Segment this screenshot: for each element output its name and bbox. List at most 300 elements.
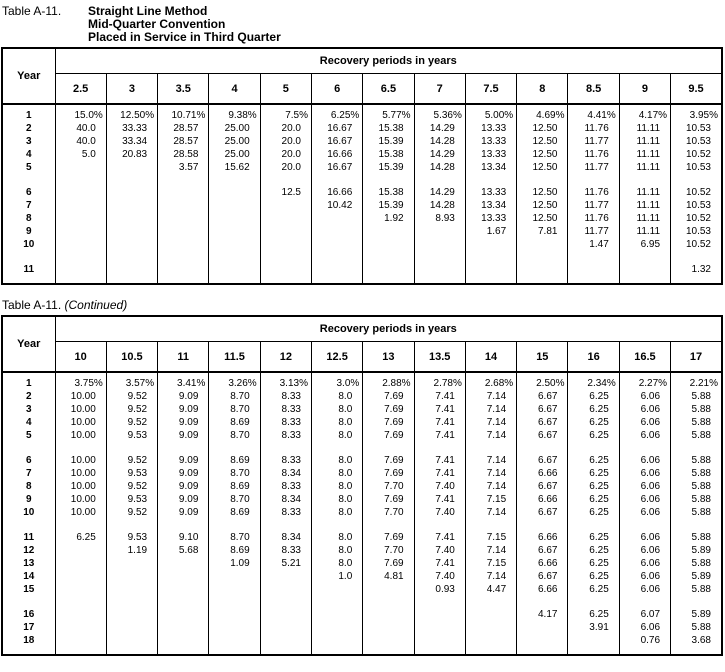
value-cell: 7.14: [465, 506, 516, 519]
value-cell: 10.00: [55, 467, 106, 480]
value-cell: 10.52: [671, 212, 722, 225]
value-cell: 8.0: [311, 557, 362, 570]
spacer-cell: [671, 251, 722, 263]
value-cell: 6.25: [568, 467, 619, 480]
recovery-period-header: 10: [55, 342, 106, 373]
value-cell: [517, 263, 568, 276]
value-cell: 7.69: [363, 454, 414, 467]
value-cell: 7.41: [414, 454, 465, 467]
value-cell: 7.40: [414, 544, 465, 557]
value-cell: 8.0: [311, 531, 362, 544]
recovery-period-header: 6.5: [363, 74, 414, 105]
value-cell: 8.0: [311, 544, 362, 557]
table-row: [2, 544, 722, 557]
value-cell: [158, 570, 209, 583]
value-cell: [260, 570, 311, 583]
value-cell: 3.41%: [158, 377, 209, 390]
spacer-cell: [158, 647, 209, 655]
table-row: [2, 416, 722, 429]
table-row: [2, 225, 722, 238]
value-cell: [619, 263, 670, 276]
value-cell: [55, 608, 106, 621]
value-cell: 7.41: [414, 390, 465, 403]
table2-title-continued: (Continued): [64, 298, 128, 312]
value-cell: 7.14: [465, 454, 516, 467]
value-cell: [209, 263, 260, 276]
value-cell: 6.25: [568, 608, 619, 621]
value-cell: [311, 238, 362, 251]
value-cell: [311, 225, 362, 238]
spacer-cell: [363, 251, 414, 263]
value-cell: 6.06: [619, 621, 670, 634]
year-cell: 1: [2, 109, 55, 122]
spacer-cell: [55, 442, 106, 454]
value-cell: 7.70: [363, 506, 414, 519]
spacer-row: [2, 442, 722, 454]
value-cell: 7.5%: [260, 109, 311, 122]
value-cell: 8.34: [260, 467, 311, 480]
value-cell: 7.69: [363, 390, 414, 403]
spacer-cell: [158, 251, 209, 263]
value-cell: 12.50: [517, 212, 568, 225]
spacer-cell: [517, 442, 568, 454]
value-cell: 12.50: [517, 122, 568, 135]
value-cell: 28.58: [158, 148, 209, 161]
table-row: [2, 493, 722, 506]
value-cell: [414, 225, 465, 238]
value-cell: 1.19: [106, 544, 157, 557]
year-cell: 3: [2, 135, 55, 148]
year-cell: 3: [2, 403, 55, 416]
value-cell: 8.33: [260, 506, 311, 519]
spacer-cell: [260, 442, 311, 454]
recovery-period-header: 3: [106, 74, 157, 105]
year-cell: 12: [2, 544, 55, 557]
value-cell: 11.11: [619, 161, 670, 174]
spacer-cell: [106, 442, 157, 454]
value-cell: 14.29: [414, 148, 465, 161]
recovery-period-header: 7.5: [465, 74, 516, 105]
spacer-cell: [619, 276, 670, 284]
value-cell: 11.11: [619, 212, 670, 225]
spacer-cell: [517, 276, 568, 284]
value-cell: 25.00: [209, 135, 260, 148]
spacer-cell: [363, 647, 414, 655]
value-cell: [260, 238, 311, 251]
value-cell: 7.14: [465, 467, 516, 480]
spacer-row: [2, 251, 722, 263]
value-cell: 7.41: [414, 531, 465, 544]
value-cell: 9.52: [106, 390, 157, 403]
value-cell: 6.06: [619, 531, 670, 544]
value-cell: 6.06: [619, 390, 670, 403]
value-cell: 1.47: [568, 238, 619, 251]
value-cell: [106, 557, 157, 570]
value-cell: 9.52: [106, 506, 157, 519]
value-cell: 12.50: [517, 148, 568, 161]
table-row: [2, 135, 722, 148]
value-cell: 6.25: [55, 531, 106, 544]
spacer-cell: [517, 174, 568, 186]
recovery-period-header: 5: [260, 74, 311, 105]
value-cell: 6.67: [517, 454, 568, 467]
value-cell: [517, 634, 568, 647]
table-row: [2, 506, 722, 519]
value-cell: [414, 238, 465, 251]
spacer-row: [2, 596, 722, 608]
value-cell: 12.50%: [106, 109, 157, 122]
table-row: [2, 557, 722, 570]
value-cell: 8.0: [311, 480, 362, 493]
value-cell: 6.67: [517, 506, 568, 519]
value-cell: 6.25: [568, 570, 619, 583]
value-cell: [106, 238, 157, 251]
spacer-cell: [260, 251, 311, 263]
value-cell: 6.06: [619, 557, 670, 570]
value-cell: 11.11: [619, 186, 670, 199]
table-row: [2, 570, 722, 583]
value-cell: 9.52: [106, 454, 157, 467]
value-cell: 5.36%: [414, 109, 465, 122]
value-cell: 5.88: [671, 621, 722, 634]
value-cell: [465, 263, 516, 276]
value-cell: 3.26%: [209, 377, 260, 390]
value-cell: [55, 212, 106, 225]
value-cell: 7.69: [363, 531, 414, 544]
value-cell: [55, 634, 106, 647]
value-cell: 9.09: [158, 454, 209, 467]
value-cell: 8.69: [209, 454, 260, 467]
value-cell: 8.33: [260, 416, 311, 429]
spacer-cell: [311, 596, 362, 608]
year-cell: 18: [2, 634, 55, 647]
year-cell: 2: [2, 390, 55, 403]
spacer-cell: [363, 519, 414, 531]
value-cell: 6.67: [517, 480, 568, 493]
year-column-header: Year: [2, 316, 55, 372]
recovery-period-header: 3.5: [158, 74, 209, 105]
spacer-cell: [311, 647, 362, 655]
year-cell: 14: [2, 570, 55, 583]
value-cell: 12.50: [517, 161, 568, 174]
value-cell: 10.52: [671, 148, 722, 161]
value-cell: 7.40: [414, 480, 465, 493]
value-cell: 2.50%: [517, 377, 568, 390]
spacer-cell: [517, 251, 568, 263]
value-cell: 7.69: [363, 557, 414, 570]
spacer-cell: [158, 596, 209, 608]
recovery-period-header: 11.5: [209, 342, 260, 373]
value-cell: 3.0%: [311, 377, 362, 390]
value-cell: 11.11: [619, 122, 670, 135]
value-cell: [158, 263, 209, 276]
value-cell: 20.83: [106, 148, 157, 161]
value-cell: 4.47: [465, 583, 516, 596]
year-cell: 5: [2, 161, 55, 174]
value-cell: [209, 634, 260, 647]
spacer-cell: [619, 251, 670, 263]
value-cell: 8.70: [209, 531, 260, 544]
value-cell: [55, 225, 106, 238]
spacer-cell: [260, 519, 311, 531]
value-cell: [158, 199, 209, 212]
value-cell: 5.88: [671, 429, 722, 442]
value-cell: [209, 238, 260, 251]
value-cell: 9.09: [158, 506, 209, 519]
year-cell: 4: [2, 148, 55, 161]
value-cell: 7.70: [363, 480, 414, 493]
value-cell: 13.33: [465, 148, 516, 161]
spacer-cell: [2, 174, 55, 186]
value-cell: 6.25: [568, 493, 619, 506]
value-cell: 6.25: [568, 583, 619, 596]
value-cell: 6.06: [619, 506, 670, 519]
value-cell: 11.76: [568, 186, 619, 199]
year-cell: 10: [2, 506, 55, 519]
value-cell: 6.95: [619, 238, 670, 251]
value-cell: 7.14: [465, 403, 516, 416]
value-cell: [106, 212, 157, 225]
value-cell: [260, 263, 311, 276]
value-cell: 20.0: [260, 122, 311, 135]
spacer-cell: [619, 647, 670, 655]
value-cell: 40.0: [55, 135, 106, 148]
year-cell: 9: [2, 225, 55, 238]
spacer-cell: [465, 251, 516, 263]
spacer-cell: [209, 647, 260, 655]
value-cell: 8.0: [311, 454, 362, 467]
spacer-cell: [414, 442, 465, 454]
value-cell: [465, 621, 516, 634]
spacer-cell: [414, 276, 465, 284]
spacer-cell: [465, 174, 516, 186]
recovery-period-header: 14: [465, 342, 516, 373]
spacer-row: [2, 276, 722, 284]
value-cell: 9.09: [158, 467, 209, 480]
value-cell: [260, 212, 311, 225]
value-cell: 2.68%: [465, 377, 516, 390]
value-cell: 1.32: [671, 263, 722, 276]
value-cell: [106, 263, 157, 276]
year-cell: 7: [2, 467, 55, 480]
value-cell: [209, 225, 260, 238]
value-cell: 2.21%: [671, 377, 722, 390]
spacer-cell: [619, 174, 670, 186]
value-cell: 14.29: [414, 186, 465, 199]
value-cell: [260, 608, 311, 621]
spacer-cell: [517, 519, 568, 531]
value-cell: 7.81: [517, 225, 568, 238]
value-cell: 5.89: [671, 608, 722, 621]
value-cell: 6.06: [619, 454, 670, 467]
value-cell: 8.34: [260, 493, 311, 506]
spacer-cell: [363, 276, 414, 284]
value-cell: 4.81: [363, 570, 414, 583]
value-cell: [106, 199, 157, 212]
table2-title: [2, 299, 724, 312]
value-cell: 5.88: [671, 467, 722, 480]
table-row: [2, 429, 722, 442]
value-cell: 16.67: [311, 135, 362, 148]
value-cell: 14.28: [414, 161, 465, 174]
value-cell: [55, 583, 106, 596]
recovery-period-header: 10.5: [106, 342, 157, 373]
value-cell: 10.52: [671, 186, 722, 199]
recovery-period-header: 6: [311, 74, 362, 105]
value-cell: 12.50: [517, 186, 568, 199]
value-cell: [465, 238, 516, 251]
value-cell: 10.00: [55, 506, 106, 519]
spacer-cell: [55, 276, 106, 284]
value-cell: 8.0: [311, 429, 362, 442]
table-row: [2, 403, 722, 416]
spacer-cell: [568, 647, 619, 655]
table-row: [2, 263, 722, 276]
table-row: [2, 186, 722, 199]
value-cell: 12.5: [260, 186, 311, 199]
table-row: [2, 199, 722, 212]
value-cell: 5.00%: [465, 109, 516, 122]
spacer-cell: [311, 276, 362, 284]
value-cell: 8.33: [260, 544, 311, 557]
table1-title-prefix: Table A-11.: [2, 4, 62, 18]
spacer-cell: [414, 647, 465, 655]
value-cell: [158, 212, 209, 225]
value-cell: 28.57: [158, 122, 209, 135]
value-cell: 5.89: [671, 544, 722, 557]
spacer-cell: [568, 251, 619, 263]
value-cell: 1.09: [209, 557, 260, 570]
value-cell: 11.11: [619, 148, 670, 161]
value-cell: 0.76: [619, 634, 670, 647]
value-cell: [209, 583, 260, 596]
value-cell: [55, 544, 106, 557]
value-cell: 2.88%: [363, 377, 414, 390]
value-cell: [55, 570, 106, 583]
value-cell: [158, 634, 209, 647]
spacer-cell: [209, 251, 260, 263]
value-cell: [106, 621, 157, 634]
value-cell: 7.15: [465, 557, 516, 570]
value-cell: 6.25: [568, 544, 619, 557]
value-cell: [158, 186, 209, 199]
value-cell: 9.53: [106, 429, 157, 442]
spacer-cell: [260, 276, 311, 284]
table2-title-prefix: Table A-11.: [2, 298, 62, 312]
spacer-cell: [158, 519, 209, 531]
value-cell: 8.33: [260, 429, 311, 442]
value-cell: [55, 161, 106, 174]
value-cell: 8.70: [209, 390, 260, 403]
value-cell: [209, 621, 260, 634]
table-row: [2, 621, 722, 634]
spacer-cell: [414, 596, 465, 608]
value-cell: 11.11: [619, 135, 670, 148]
value-cell: [106, 186, 157, 199]
value-cell: 11.11: [619, 199, 670, 212]
value-cell: 11.11: [619, 225, 670, 238]
value-cell: 9.09: [158, 403, 209, 416]
value-cell: 10.00: [55, 390, 106, 403]
recovery-periods-span-header: Recovery periods in years: [55, 48, 722, 74]
recovery-period-header: 9: [619, 74, 670, 105]
value-cell: 15.38: [363, 186, 414, 199]
value-cell: 10.53: [671, 225, 722, 238]
value-cell: 13.33: [465, 122, 516, 135]
value-cell: 8.70: [209, 403, 260, 416]
value-cell: [106, 225, 157, 238]
value-cell: 9.53: [106, 467, 157, 480]
value-cell: [568, 634, 619, 647]
spacer-cell: [260, 647, 311, 655]
value-cell: [260, 225, 311, 238]
value-cell: 40.0: [55, 122, 106, 135]
value-cell: 11.76: [568, 212, 619, 225]
spacer-cell: [209, 174, 260, 186]
table-row: [2, 467, 722, 480]
spacer-cell: [260, 174, 311, 186]
value-cell: [414, 621, 465, 634]
spacer-cell: [209, 596, 260, 608]
value-cell: [465, 634, 516, 647]
value-cell: 8.33: [260, 454, 311, 467]
spacer-cell: [363, 596, 414, 608]
value-cell: 16.66: [311, 186, 362, 199]
value-cell: 6.66: [517, 531, 568, 544]
value-cell: 6.67: [517, 544, 568, 557]
recovery-period-header: 16.5: [619, 342, 670, 373]
year-cell: 8: [2, 480, 55, 493]
spacer-cell: [2, 442, 55, 454]
value-cell: 4.69%: [517, 109, 568, 122]
spacer-cell: [465, 596, 516, 608]
value-cell: 9.52: [106, 416, 157, 429]
spacer-cell: [55, 647, 106, 655]
recovery-period-header: 16: [568, 342, 619, 373]
table-row: [2, 238, 722, 251]
value-cell: 2.27%: [619, 377, 670, 390]
value-cell: 10.53: [671, 199, 722, 212]
year-cell: 10: [2, 238, 55, 251]
value-cell: 6.06: [619, 583, 670, 596]
value-cell: [260, 199, 311, 212]
value-cell: 7.41: [414, 467, 465, 480]
spacer-cell: [311, 174, 362, 186]
value-cell: 5.88: [671, 480, 722, 493]
value-cell: [311, 608, 362, 621]
recovery-period-header: 17: [671, 342, 722, 373]
value-cell: [55, 557, 106, 570]
recovery-period-header: 8.5: [568, 74, 619, 105]
value-cell: [55, 238, 106, 251]
value-cell: [311, 621, 362, 634]
value-cell: 9.09: [158, 493, 209, 506]
table1-title: [2, 5, 724, 44]
spacer-cell: [260, 596, 311, 608]
value-cell: 7.70: [363, 544, 414, 557]
year-cell: 4: [2, 416, 55, 429]
spacer-cell: [671, 276, 722, 284]
year-cell: 11: [2, 263, 55, 276]
value-cell: 7.69: [363, 467, 414, 480]
table-row: [2, 480, 722, 493]
value-cell: 16.67: [311, 122, 362, 135]
value-cell: 11.77: [568, 135, 619, 148]
value-cell: 20.0: [260, 135, 311, 148]
value-cell: 8.33: [260, 390, 311, 403]
spacer-cell: [517, 647, 568, 655]
value-cell: 6.25: [568, 531, 619, 544]
